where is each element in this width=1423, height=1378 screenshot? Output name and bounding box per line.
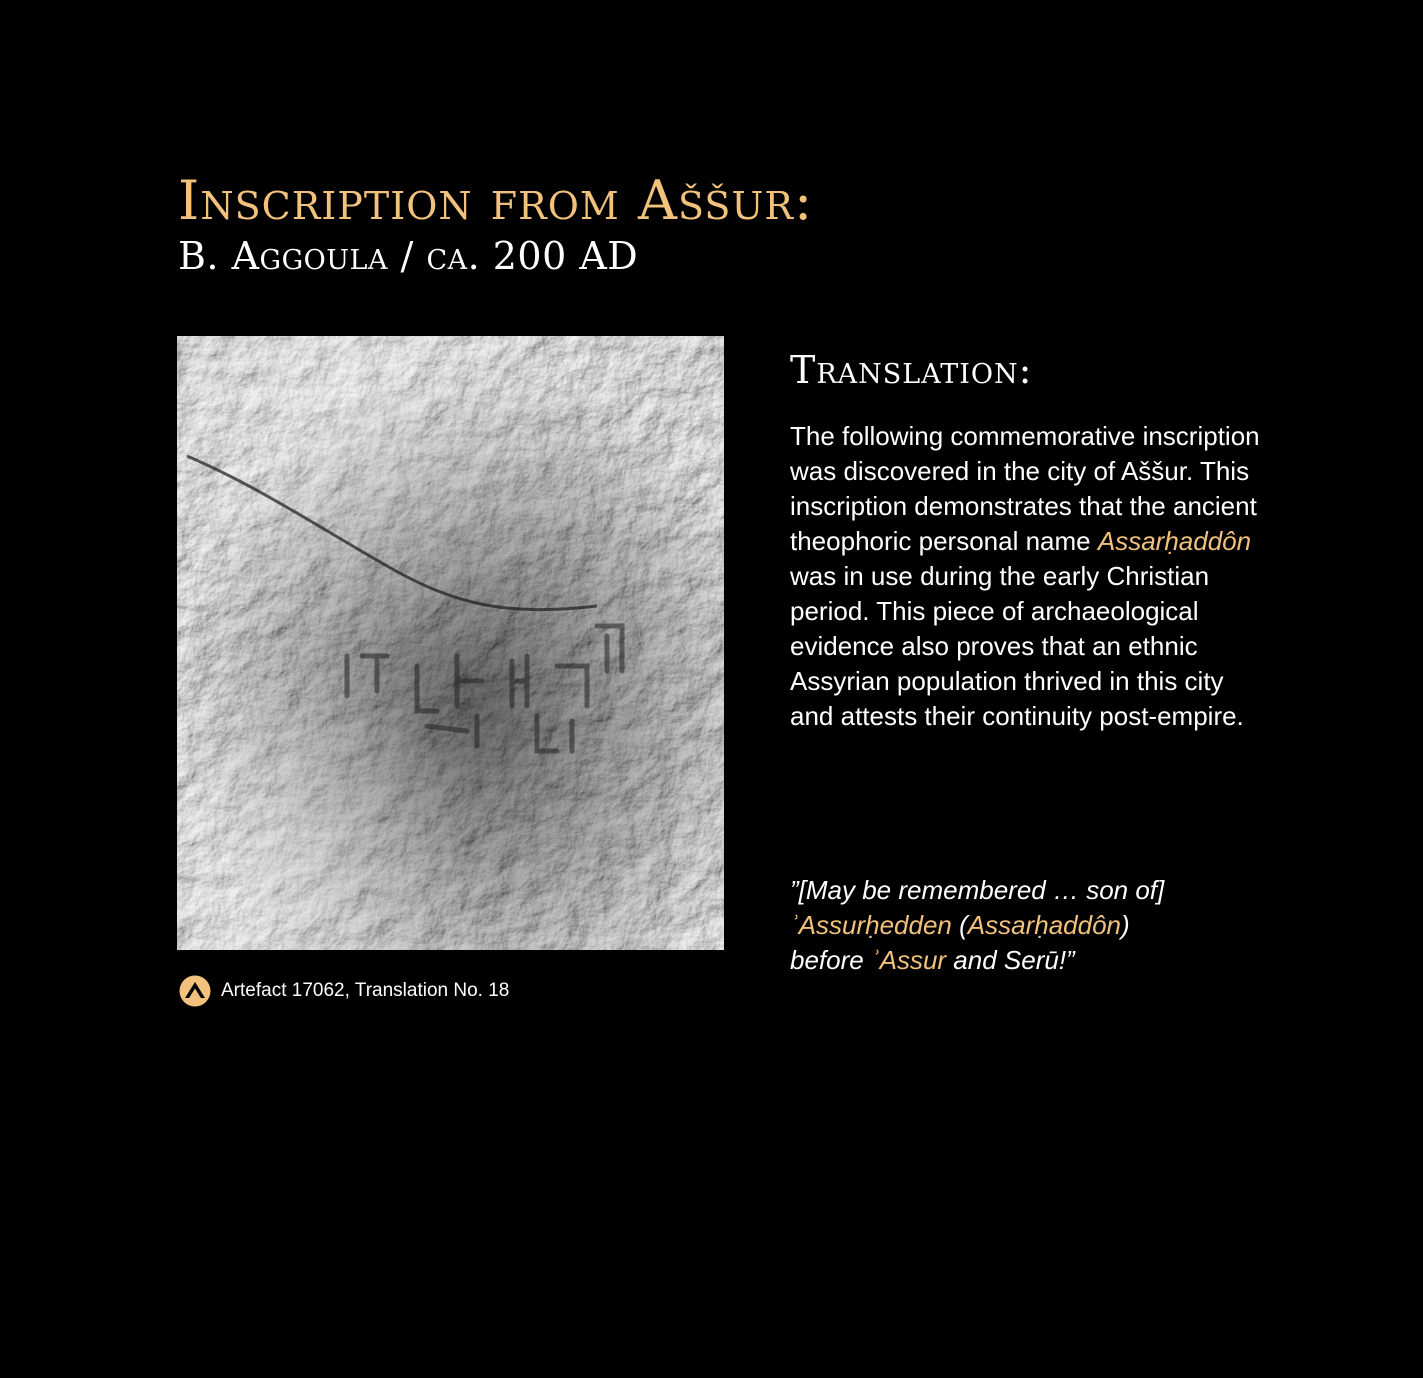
inscription-quote xyxy=(790,873,1260,978)
quote-name-3: ʾAssur xyxy=(870,945,947,975)
page-subtitle: B. Aggoula / ca. 200 AD xyxy=(178,234,639,278)
caption-text: Artefact 17062, Translation No. 18 xyxy=(221,980,510,1001)
quote-paren-close: ) xyxy=(1121,910,1130,940)
quote-before: before xyxy=(790,945,871,975)
paragraph-text-2: was in use during the early Christian period. This piece of archaeological evidence also proves that an ethnic Assyrian population thrived in this city and attests their continuity post-empire. xyxy=(790,561,1244,731)
triangle-circle-logo-icon xyxy=(179,975,211,1007)
quote-name-2: Assarḥaddôn xyxy=(967,910,1122,940)
quote-line-1: ”[May be remembered … son of] xyxy=(790,875,1165,905)
highlighted-name: Assarḥaddôn xyxy=(1097,526,1252,556)
quote-end: and Serū!” xyxy=(946,945,1075,975)
translation-heading: Translation: xyxy=(790,348,1033,392)
artefact-photo xyxy=(177,336,724,950)
translation-paragraph xyxy=(790,419,1260,734)
paragraph-text-1: The following commemorative inscription was discovered in the city of Aššur. This inscription demonstrates that the ancient theophoric personal name xyxy=(790,421,1260,556)
quote-paren-open: ( xyxy=(951,910,968,940)
quote-name-1: ʾAssurḥedden xyxy=(790,910,952,940)
page-title: Inscription from Aššur: xyxy=(178,169,814,232)
artefact-caption xyxy=(179,975,509,1007)
